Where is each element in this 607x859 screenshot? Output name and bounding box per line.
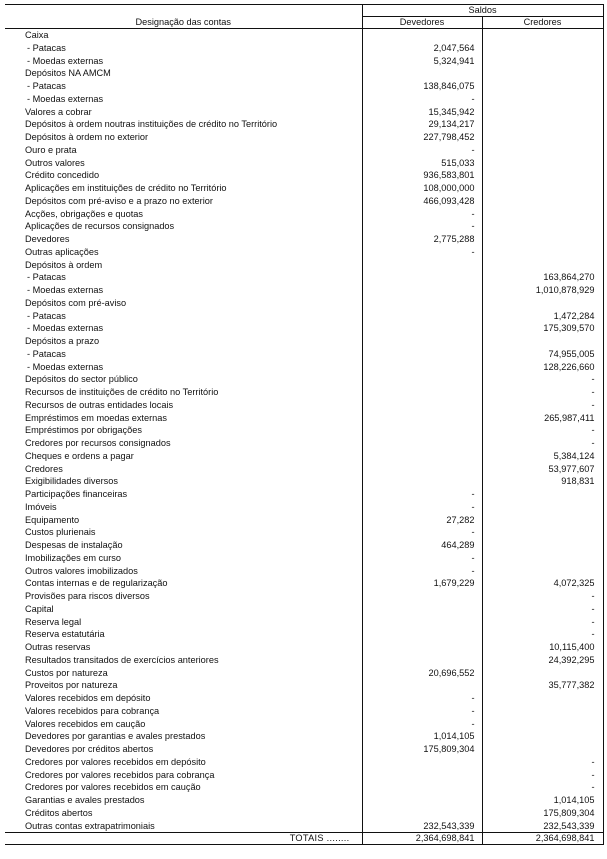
header-credores: Credores <box>482 17 603 29</box>
credores-value <box>482 743 603 756</box>
table-row <box>5 386 603 399</box>
table-row <box>5 654 603 667</box>
credores-value <box>482 42 603 55</box>
devedores-value: - <box>362 526 482 539</box>
devedores-value: - <box>362 220 482 233</box>
table-row <box>5 220 603 233</box>
devedores-value: 1,014,105 <box>362 730 482 743</box>
table-row <box>5 182 603 195</box>
credores-value <box>482 488 603 501</box>
account-name: Reserva estatutária <box>25 629 105 640</box>
credores-value <box>482 259 603 272</box>
devedores-value: 15,345,942 <box>362 106 482 119</box>
account-name: - Moedas externas <box>27 55 104 66</box>
credores-value <box>482 692 603 705</box>
account-name: Resultados transitados de exercícios anteriores <box>25 654 219 665</box>
credores-value <box>482 514 603 527</box>
table-row <box>5 514 603 527</box>
devedores-value: 464,289 <box>362 539 482 552</box>
credores-value <box>482 208 603 221</box>
credores-value: 232,543,339 <box>482 820 603 833</box>
account-name: Devedores <box>25 234 70 244</box>
table-row <box>5 641 603 654</box>
account-name: Empréstimos por obrigações <box>25 425 142 436</box>
account-name: Créditos abertos <box>25 807 93 818</box>
account-name: Outras aplicações <box>25 246 99 257</box>
credores-value: 175,309,570 <box>482 322 603 335</box>
account-name: Exigibilidades diversos <box>25 476 118 487</box>
account-name: - Moedas externas <box>27 323 104 334</box>
header-devedores: Devedores <box>362 17 482 29</box>
account-name: Recursos de outras entidades locais <box>25 399 174 410</box>
devedores-value: - <box>362 246 482 259</box>
table-row <box>5 756 603 769</box>
account-name: Provisões para riscos diversos <box>25 591 150 601</box>
devedores-value <box>362 399 482 412</box>
account-name: Reserva legal <box>25 616 82 627</box>
table-row <box>5 361 603 374</box>
devedores-value <box>362 386 482 399</box>
credores-value: 24,392,295 <box>482 654 603 667</box>
table-row <box>5 348 603 361</box>
table-row <box>5 807 603 820</box>
credores-value: - <box>482 781 603 794</box>
table-row <box>5 450 603 463</box>
devedores-value: 515,033 <box>362 157 482 170</box>
table-row <box>5 208 603 221</box>
table-row <box>5 488 603 501</box>
devedores-value: 466,093,428 <box>362 195 482 208</box>
account-name: Proveitos por natureza <box>25 680 118 691</box>
account-name: Custos por natureza <box>25 667 108 678</box>
account-name: Valores recebidos para cobrança <box>25 705 160 716</box>
account-name: Contas internas e de regularização <box>25 578 168 589</box>
account-name: Credores por valores recebidos em caução <box>25 782 201 793</box>
credores-value <box>482 67 603 80</box>
account-name: Crédito concedido <box>25 170 100 181</box>
credores-value <box>482 106 603 119</box>
table-row <box>5 297 603 310</box>
account-name: Devedores por créditos abertos <box>25 744 154 754</box>
credores-value: 265,987,411 <box>482 412 603 425</box>
credores-value: - <box>482 603 603 616</box>
account-name: Outras contas extrapatrimoniais <box>25 820 155 831</box>
table-row <box>5 169 603 182</box>
table-row <box>5 552 603 565</box>
devedores-value <box>362 284 482 297</box>
credores-value <box>482 526 603 539</box>
credores-value: - <box>482 616 603 629</box>
devedores-value: - <box>362 501 482 514</box>
table-row <box>5 820 603 833</box>
account-name: Valores a cobrar <box>25 106 92 117</box>
credores-value <box>482 705 603 718</box>
totals-row <box>5 833 603 845</box>
table-row <box>5 310 603 323</box>
account-name: Recursos de instituições de crédito no Território <box>25 387 219 397</box>
table-row <box>5 80 603 93</box>
table-row <box>5 769 603 782</box>
table-row <box>5 781 603 794</box>
devedores-value <box>362 769 482 782</box>
devedores-value: 1,679,229 <box>362 577 482 590</box>
devedores-value <box>362 756 482 769</box>
credores-value <box>482 157 603 170</box>
account-name: Empréstimos em moedas externas <box>25 412 167 423</box>
table-row <box>5 271 603 284</box>
table-row <box>5 463 603 476</box>
accounts-table <box>5 4 604 845</box>
credores-value: - <box>482 437 603 450</box>
devedores-value: - <box>362 718 482 731</box>
account-name: Cheques e ordens a pagar <box>25 450 134 461</box>
credores-value <box>482 718 603 731</box>
credores-value <box>482 195 603 208</box>
table-row <box>5 144 603 157</box>
devedores-value <box>362 807 482 820</box>
table-row <box>5 539 603 552</box>
credores-value: - <box>482 628 603 641</box>
credores-value <box>482 297 603 310</box>
table-row <box>5 106 603 119</box>
devedores-value: - <box>362 488 482 501</box>
account-name: - Patacas <box>27 272 66 283</box>
table-row <box>5 679 603 692</box>
devedores-value <box>362 361 482 374</box>
table-row <box>5 501 603 514</box>
account-name: Despesas de instalação <box>25 540 123 550</box>
account-name: Credores por valores recebidos para cobrança <box>25 769 215 780</box>
totals-label: TOTAIS ........ <box>5 833 362 845</box>
account-name: Outros valores imobilizados <box>25 565 138 576</box>
account-name: Garantias e avales prestados <box>25 795 145 805</box>
devedores-value <box>362 603 482 616</box>
table-row <box>5 118 603 131</box>
devedores-value: - <box>362 705 482 718</box>
table-body <box>5 29 603 833</box>
devedores-value <box>362 475 482 488</box>
account-name: Capital <box>25 603 54 614</box>
devedores-value <box>362 424 482 437</box>
devedores-value: - <box>362 208 482 221</box>
devedores-value: - <box>362 692 482 705</box>
devedores-value <box>362 310 482 323</box>
credores-value <box>482 182 603 195</box>
credores-value <box>482 80 603 93</box>
account-name: Acções, obrigações e quotas <box>25 208 143 219</box>
table-row <box>5 373 603 386</box>
table-row <box>5 577 603 590</box>
table-row <box>5 55 603 68</box>
table-row <box>5 705 603 718</box>
devedores-value <box>362 437 482 450</box>
credores-value: 128,226,660 <box>482 361 603 374</box>
account-name: - Patacas <box>27 42 66 53</box>
credores-value: 1,472,284 <box>482 310 603 323</box>
credores-value <box>482 501 603 514</box>
account-name: - Moedas externas <box>27 285 104 295</box>
account-name: Aplicações em instituições de crédito no Território <box>25 183 227 193</box>
table-row <box>5 718 603 731</box>
devedores-value <box>362 781 482 794</box>
account-name: Imóveis <box>25 501 57 512</box>
devedores-value <box>362 348 482 361</box>
account-name: - Moedas externas <box>27 361 104 372</box>
table-row <box>5 335 603 348</box>
table-row <box>5 42 603 55</box>
credores-value <box>482 335 603 348</box>
account-name: Valores recebidos em caução <box>25 718 146 729</box>
credores-value: 74,955,005 <box>482 348 603 361</box>
devedores-value: - <box>362 144 482 157</box>
devedores-value <box>362 641 482 654</box>
devedores-value: 29,134,217 <box>362 118 482 131</box>
table-row <box>5 399 603 412</box>
devedores-value <box>362 590 482 603</box>
credores-value <box>482 730 603 743</box>
devedores-value: 2,775,288 <box>362 233 482 246</box>
table-row <box>5 590 603 603</box>
table-row <box>5 259 603 272</box>
credores-value: 53,977,607 <box>482 463 603 476</box>
devedores-value <box>362 463 482 476</box>
devedores-value: 232,543,339 <box>362 820 482 833</box>
table-row <box>5 93 603 106</box>
credores-value: - <box>482 424 603 437</box>
credores-value <box>482 144 603 157</box>
account-name: Valores recebidos em depósito <box>25 693 151 703</box>
account-name: Credores <box>25 463 63 474</box>
credores-value <box>482 118 603 131</box>
table-row <box>5 424 603 437</box>
account-name: Imobilizações em curso <box>25 552 121 563</box>
account-name: Caixa <box>25 30 49 40</box>
table-row <box>5 284 603 297</box>
devedores-value <box>362 271 482 284</box>
account-name: Outras reservas <box>25 642 91 652</box>
account-name: Depósitos do sector público <box>25 374 138 385</box>
credores-value <box>482 667 603 680</box>
devedores-value <box>362 450 482 463</box>
devedores-value: 20,696,552 <box>362 667 482 680</box>
account-name: Depósitos com pré-aviso <box>25 297 127 308</box>
devedores-value <box>362 616 482 629</box>
table-row <box>5 692 603 705</box>
account-name: - Patacas <box>27 348 66 359</box>
account-name: Equipamento <box>25 514 80 525</box>
credores-value: - <box>482 769 603 782</box>
credores-value <box>482 169 603 182</box>
devedores-value <box>362 297 482 310</box>
account-name: Depósitos com pré-aviso e a prazo no exterior <box>25 195 213 206</box>
devedores-value: 5,324,941 <box>362 55 482 68</box>
account-name: Aplicações de recursos consignados <box>25 221 175 232</box>
account-name: Depósitos a prazo <box>25 336 100 346</box>
devedores-value: 936,583,801 <box>362 169 482 182</box>
devedores-value: 138,846,075 <box>362 80 482 93</box>
devedores-value <box>362 679 482 692</box>
account-name: - Patacas <box>27 310 66 321</box>
credores-value: 163,864,270 <box>482 271 603 284</box>
devedores-value <box>362 628 482 641</box>
totals-credores: 2,364,698,841 <box>482 833 603 845</box>
credores-value <box>482 220 603 233</box>
credores-value <box>482 93 603 106</box>
account-name: Participações financeiras <box>25 489 128 499</box>
totals-devedores: 2,364,698,841 <box>362 833 482 845</box>
balance-sheet <box>5 4 604 845</box>
header-designacao: Designação das contas <box>5 5 362 29</box>
credores-value: 1,014,105 <box>482 794 603 807</box>
devedores-value <box>362 794 482 807</box>
devedores-value: - <box>362 552 482 565</box>
credores-value: 35,777,382 <box>482 679 603 692</box>
table-row <box>5 743 603 756</box>
account-name: Depósitos NA AMCM <box>25 68 111 79</box>
devedores-value: 227,798,452 <box>362 131 482 144</box>
account-name: Devedores por garantias e avales prestados <box>25 731 206 742</box>
table-row <box>5 526 603 539</box>
table-row <box>5 437 603 450</box>
account-name: Depósitos à ordem <box>25 259 103 270</box>
account-name: - Patacas <box>27 81 66 91</box>
devedores-value: 2,047,564 <box>362 42 482 55</box>
credores-value: - <box>482 590 603 603</box>
account-name: Credores por recursos consignados <box>25 438 171 448</box>
credores-value <box>482 552 603 565</box>
devedores-value: 108,000,000 <box>362 182 482 195</box>
table-header <box>5 5 603 29</box>
table-row <box>5 475 603 488</box>
credores-value: 918,831 <box>482 475 603 488</box>
credores-value: - <box>482 399 603 412</box>
table-row <box>5 233 603 246</box>
credores-value <box>482 29 603 42</box>
credores-value: - <box>482 386 603 399</box>
credores-value: - <box>482 373 603 386</box>
table-row <box>5 794 603 807</box>
credores-value: 5,384,124 <box>482 450 603 463</box>
credores-value: 1,010,878,929 <box>482 284 603 297</box>
table-row <box>5 412 603 425</box>
devedores-value: - <box>362 93 482 106</box>
table-row <box>5 195 603 208</box>
credores-value <box>482 233 603 246</box>
devedores-value: 27,282 <box>362 514 482 527</box>
credores-value: 4,072,325 <box>482 577 603 590</box>
account-name: Outros valores <box>25 157 85 168</box>
devedores-value: 175,809,304 <box>362 743 482 756</box>
credores-value <box>482 55 603 68</box>
devedores-value <box>362 373 482 386</box>
credores-value <box>482 246 603 259</box>
devedores-value <box>362 412 482 425</box>
credores-value: - <box>482 756 603 769</box>
account-name: Depósitos à ordem noutras instituições de crédito no Território <box>25 119 278 130</box>
table-row <box>5 157 603 170</box>
devedores-value <box>362 335 482 348</box>
account-name: Credores por valores recebidos em depósito <box>25 756 206 767</box>
account-name: - Moedas externas <box>27 93 104 104</box>
table-row <box>5 131 603 144</box>
devedores-value <box>362 259 482 272</box>
table-row <box>5 603 603 616</box>
header-saldos: Saldos <box>362 5 603 17</box>
devedores-value <box>362 29 482 42</box>
devedores-value <box>362 67 482 80</box>
credores-value <box>482 539 603 552</box>
devedores-value <box>362 322 482 335</box>
account-name: Ouro e prata <box>25 144 77 155</box>
table-row <box>5 67 603 80</box>
account-name: Depósitos à ordem no exterior <box>25 132 149 142</box>
account-name: Custos plurienais <box>25 527 96 538</box>
table-row <box>5 322 603 335</box>
table-row <box>5 667 603 680</box>
table-row <box>5 730 603 743</box>
credores-value: 10,115,400 <box>482 641 603 654</box>
table-row <box>5 565 603 578</box>
devedores-value <box>362 654 482 667</box>
table-row <box>5 616 603 629</box>
table-row <box>5 29 603 42</box>
table-row <box>5 246 603 259</box>
devedores-value: - <box>362 565 482 578</box>
credores-value <box>482 131 603 144</box>
credores-value: 175,809,304 <box>482 807 603 820</box>
table-row <box>5 628 603 641</box>
credores-value <box>482 565 603 578</box>
